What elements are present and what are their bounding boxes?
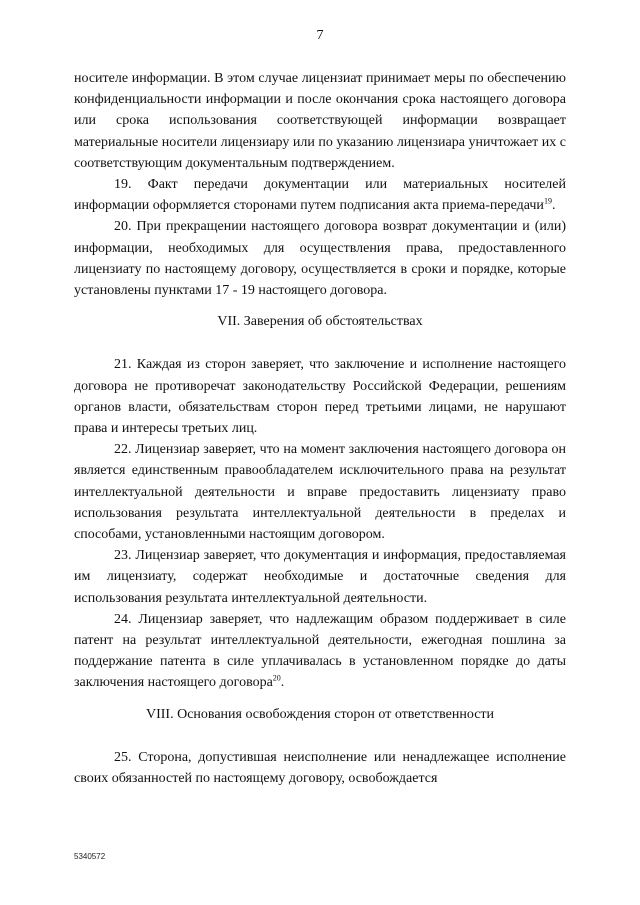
footnote-ref-20[interactable]: 20 <box>272 673 281 683</box>
page-number: 7 <box>316 28 324 43</box>
footnote-ref-19[interactable]: 19 <box>543 196 552 206</box>
paragraph-23: 23. Лицензиар заверяет, что документация и информация, предоставляемая им лицензиату, содержат необходимые и достаточные сведения для использования результата интеллектуальной деятельности. <box>74 548 566 606</box>
paragraph-24-end: . <box>280 675 285 691</box>
paragraph-20: 20. При прекращении настоящего договора возврат документации и (или) информации, необходимых для осуществления права, предоставленного лицензиату по настоящему договору, осуществляется в сроки и порядке, которые установлены пунктами 17 - 19 настоящего договора. <box>74 219 566 299</box>
document-body <box>74 68 566 789</box>
paragraph-continuation: носителе информации. В этом случае лицензиат принимает меры по обеспечению конфиденциальности информации и после окончания срока настоящего договора или срока использования соответствующей информации возвращает материальные носители лицензиару или по указанию лицензиара уничтожает их с соответствующим документальным подтверждением. <box>74 71 566 171</box>
section-heading-8: VIII. Основания освобождения сторон от ответственности <box>145 706 495 722</box>
section-heading-7: VII. Заверения об обстоятельствах <box>217 314 423 330</box>
paragraph-19-end: . <box>551 198 556 214</box>
document-code: 5340572 <box>74 852 106 861</box>
paragraph-21: 21. Каждая из сторон заверяет, что заключение и исполнение настоящего договора не противоречат законодательству Российской Федерации, решениям органов власти, обязательствам сторон перед третьими лицами, не нарушают права и интересы третьих лиц. <box>74 357 566 437</box>
paragraph-19-text: 19. Факт передачи документации или материальных носителей информации оформляется сторонами путем подписания акта приема-передачи <box>74 177 566 214</box>
paragraph-24 <box>74 609 566 694</box>
paragraph-22: 22. Лицензиар заверяет, что на момент заключения настоящего договора он является единственным правообладателем исключительного права на результат интеллектуальной деятельности и вправе предоставить лицензиату право использования результата интеллектуальной деятельности в пределах и способами, установленными настоящим договором. <box>74 442 566 543</box>
paragraph-19 <box>74 174 566 216</box>
paragraph-25: 25. Сторона, допустившая неисполнение или ненадлежащее исполнение своих обязанностей по настоящему договору, освобождается <box>74 749 566 787</box>
paragraph-24-text: 24. Лицензиар заверяет, что надлежащим образом поддерживает в силе патент на результат интеллектуальной деятельности, ежегодная пошлина за поддержание патента в силе уплачивалась в установленном порядке до даты заключения настоящего договора <box>74 611 566 691</box>
